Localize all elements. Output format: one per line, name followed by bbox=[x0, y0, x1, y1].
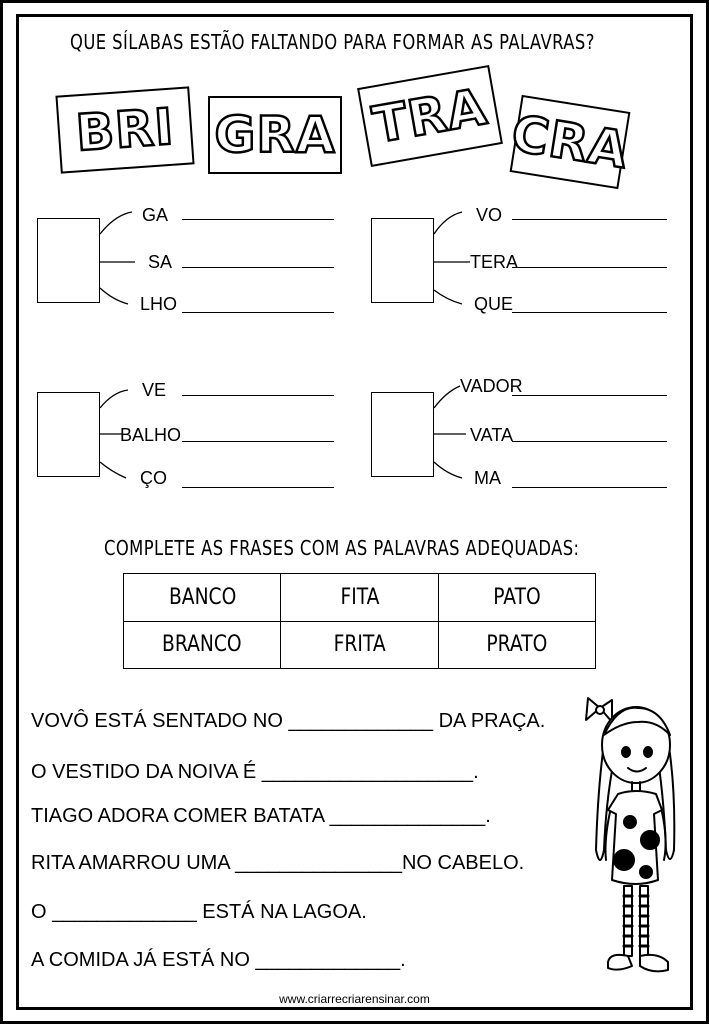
answer-line[interactable] bbox=[512, 395, 667, 396]
sentence-5: O _____________ ESTÁ NA LAGOA. bbox=[31, 901, 367, 923]
answer-box-1[interactable] bbox=[37, 218, 100, 303]
answer-box-3[interactable] bbox=[37, 392, 100, 477]
table-cell: BRANCO bbox=[124, 621, 281, 669]
girl-illustration bbox=[578, 690, 688, 990]
word-sa: SA bbox=[148, 252, 173, 272]
table-cell: BANCO bbox=[124, 574, 281, 622]
word-que: QUE bbox=[474, 294, 514, 314]
table-cell: PRATO bbox=[438, 621, 595, 669]
syllable-tra: TRA bbox=[368, 77, 492, 155]
sentence-3: TIAGO ADORA COMER BATATA ______________. bbox=[31, 805, 491, 827]
word-vador: VADOR bbox=[460, 376, 523, 396]
syllable-gra: GRA bbox=[214, 106, 336, 164]
word-tera: TERA bbox=[470, 252, 519, 272]
word-vo: VO bbox=[476, 205, 503, 225]
sentence-1: VOVÔ ESTÁ SENTADO NO _____________ DA PRAÇA. bbox=[31, 710, 546, 732]
word-co: ÇO bbox=[140, 468, 167, 488]
word-ma: MA bbox=[474, 468, 501, 488]
answer-line[interactable] bbox=[182, 395, 334, 396]
answer-line[interactable] bbox=[512, 487, 667, 488]
table-row bbox=[124, 574, 596, 622]
sentence-2: O VESTIDO DA NOIVA É ___________________. bbox=[31, 761, 479, 783]
answer-line[interactable] bbox=[512, 441, 667, 442]
table-cell: PATO bbox=[438, 574, 595, 622]
answer-line[interactable] bbox=[512, 219, 667, 220]
answer-line[interactable] bbox=[182, 441, 334, 442]
word-ga: GA bbox=[142, 205, 169, 225]
instruction-heading: COMPLETE AS FRASES COM AS PALAVRAS ADEQUADAS: bbox=[104, 536, 580, 560]
table-cell: FRITA bbox=[281, 621, 438, 669]
answer-line[interactable] bbox=[512, 312, 667, 313]
word-lho: LHO bbox=[140, 294, 178, 314]
answer-box-4[interactable] bbox=[371, 392, 434, 477]
word-vata: VATA bbox=[470, 425, 514, 445]
answer-line[interactable] bbox=[182, 267, 334, 268]
syllable-bri: BRI bbox=[73, 97, 177, 163]
worksheet-title: QUE SÍLABAS ESTÃO FALTANDO PARA FORMAR AS PALAVRAS? bbox=[70, 30, 595, 54]
answer-line[interactable] bbox=[512, 267, 667, 268]
answer-line[interactable] bbox=[182, 487, 334, 488]
answer-line[interactable] bbox=[182, 219, 334, 220]
footer-url: www.criarrecriarensinar.com bbox=[279, 992, 430, 1006]
answer-line[interactable] bbox=[182, 312, 334, 313]
table-cell: FITA bbox=[281, 574, 438, 622]
word-ve: VE bbox=[142, 380, 167, 400]
sentence-6: A COMIDA JÁ ESTÁ NO _____________. bbox=[31, 949, 406, 971]
answer-box-2[interactable] bbox=[371, 218, 434, 303]
table-row bbox=[124, 621, 596, 669]
sentence-4: RITA AMARROU UMA _______________NO CABELO. bbox=[31, 852, 525, 874]
word-bank-table bbox=[123, 573, 596, 669]
syllable-cra: CRA bbox=[507, 104, 633, 180]
word-balho: BALHO bbox=[120, 425, 182, 445]
